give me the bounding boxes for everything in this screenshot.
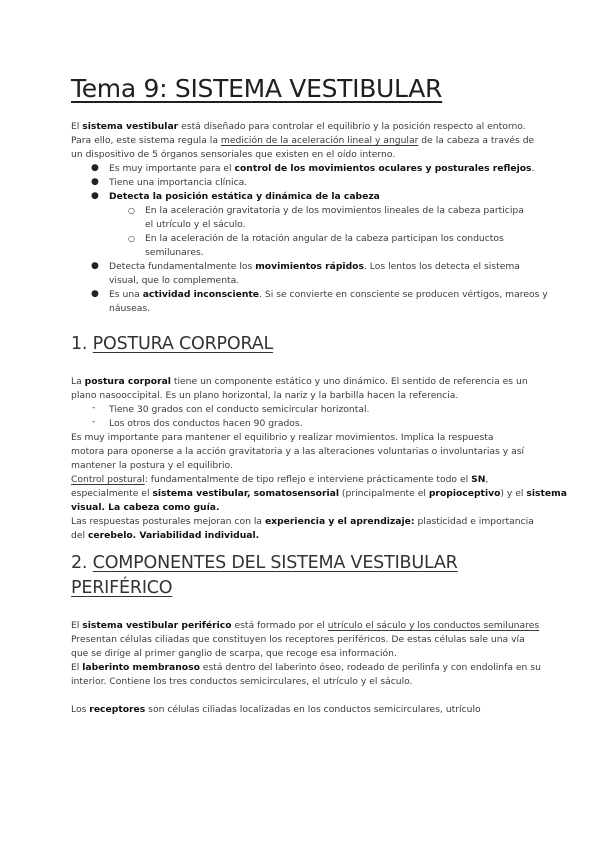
underlined-term: Control postural bbox=[71, 474, 145, 485]
intro-line-2 bbox=[71, 135, 534, 147]
sub-bullet-icon: ○ bbox=[128, 206, 135, 215]
bullet-icon: ● bbox=[91, 261, 99, 271]
s1-p4-line-2 bbox=[71, 530, 259, 542]
bold-term: control de los movimientos oculares y posturales reflejos bbox=[234, 163, 532, 174]
text: . Si se convierte en consciente se producen vértigos, mareos y bbox=[259, 289, 548, 300]
text: La bbox=[71, 376, 85, 387]
s1-dash-1: Tiene 30 grados con el conducto semicircular horizontal. bbox=[109, 404, 370, 415]
text: plasticidad e importancia bbox=[414, 516, 534, 527]
bold-term: actividad inconsciente bbox=[142, 289, 260, 300]
text: son células ciliadas localizadas en los conductos semicirculares, utrículo bbox=[145, 704, 481, 715]
text: tiene un componente estático y uno dinámico. El sentido de referencia es un bbox=[170, 376, 528, 387]
section-2-heading-line-1 bbox=[71, 553, 458, 573]
intro-line-1 bbox=[71, 121, 526, 133]
s1-p2-line-2: motora para oponerse a la acción gravitatoria y a las alteraciones voluntarias o involuntarias y así bbox=[71, 446, 525, 457]
s2-p1-line-3: que se dirige al primer ganglio de scarpa, que recoge esa información. bbox=[71, 648, 397, 659]
underlined-term: utrículo el sáculo y los conductos semilunares bbox=[327, 620, 540, 631]
text: Para ello, este sistema regula la bbox=[71, 135, 221, 146]
bullet-1 bbox=[109, 163, 534, 175]
sub-bullet-2-line-1: En la aceleración de la rotación angular de la cabeza participan los conductos bbox=[145, 233, 504, 244]
s1-p3-line-3: visual. La cabeza como guía. bbox=[71, 502, 220, 513]
bullet-3: Detecta la posición estática y dinámica de la cabeza bbox=[109, 191, 380, 202]
text: está dentro del laberinto óseo, rodeado de perilinfa y con endolinfa en su bbox=[199, 662, 541, 673]
s2-p1-line-1 bbox=[71, 620, 539, 632]
underlined-term: medición de la aceleración lineal y angular bbox=[220, 135, 419, 146]
bold-term: movimientos rápidos bbox=[255, 261, 364, 272]
text: de la cabeza a través de bbox=[418, 135, 535, 146]
s1-p1-line-2: plano nasooccipital. Es un plano horizontal, la nariz y la barbilla hacen la referencia. bbox=[71, 390, 459, 401]
text: , bbox=[485, 474, 489, 485]
s1-dash-2: Los otros dos conductos hacen 90 grados. bbox=[109, 418, 303, 429]
s1-p3-line-1 bbox=[71, 474, 488, 486]
dash-icon: - bbox=[92, 403, 96, 413]
s1-p2-line-3: mantener la postura y el equilibrio. bbox=[71, 460, 233, 471]
text: ) y el bbox=[500, 488, 527, 499]
text: está diseñado para controlar el equilibrio y la posición respecto al entorno. bbox=[178, 121, 526, 132]
text: Los bbox=[71, 704, 90, 715]
bold-term: sistema vestibular periférico bbox=[82, 620, 232, 631]
text: : fundamentalmente de tipo reflejo e interviene prácticamente todo el bbox=[144, 474, 472, 485]
bullet-2: Tiene una importancia clínica. bbox=[109, 177, 248, 188]
bold-term: laberinto membranoso bbox=[82, 662, 200, 673]
section-2-heading-line-2 bbox=[71, 578, 172, 598]
bold-term: sistema vestibular, somatosensorial bbox=[152, 488, 339, 499]
section-number: 1. bbox=[71, 334, 93, 354]
text: Es muy importante para el bbox=[109, 163, 235, 174]
text: Las respuestas posturales mejoran con la bbox=[71, 516, 265, 527]
text: especialmente el bbox=[71, 488, 153, 499]
text: Detecta fundamentalmente los bbox=[109, 261, 256, 272]
sub-bullet-1-line-1: En la aceleración gravitatoria y de los movimientos lineales de la cabeza participa bbox=[145, 205, 524, 216]
bullet-4-line-1 bbox=[109, 261, 520, 273]
text: . bbox=[531, 163, 535, 174]
bullet-4-line-2: visual, que lo complementa. bbox=[109, 275, 240, 286]
bold-term: propioceptivo bbox=[428, 488, 501, 499]
section-number: 2. bbox=[71, 553, 93, 573]
text: (principalmente el bbox=[339, 488, 429, 499]
s2-p2-line-1 bbox=[71, 662, 541, 674]
text: El bbox=[71, 620, 83, 631]
s1-p3-line-2 bbox=[71, 488, 567, 500]
page-title: Tema 9: SISTEMA VESTIBULAR bbox=[71, 74, 443, 103]
bold-term: sistema vestibular bbox=[82, 121, 179, 132]
bullet-icon: ● bbox=[91, 191, 99, 201]
bold-term: postura corporal bbox=[84, 376, 171, 387]
section-title: COMPONENTES DEL SISTEMA VESTIBULAR bbox=[92, 553, 458, 573]
bullet-5-line-1 bbox=[109, 289, 548, 301]
intro-line-3: un dispositivo de 5 órganos sensoriales que existen en el oído interno. bbox=[71, 149, 396, 160]
s2-p2-line-2: interior. Contiene los tres conductos semicirculares, el utrículo y el sáculo. bbox=[71, 676, 413, 687]
sub-bullet-icon: ○ bbox=[128, 234, 135, 243]
section-1-heading bbox=[71, 334, 273, 354]
text: . Los lentos los detecta el sistema bbox=[363, 261, 520, 272]
text: El bbox=[71, 662, 83, 673]
bold-term: cerebelo. Variabilidad individual. bbox=[87, 530, 260, 541]
bullet-icon: ● bbox=[91, 289, 99, 299]
bold-term: experiencia y el aprendizaje: bbox=[264, 516, 415, 527]
bold-term: SN bbox=[471, 474, 486, 485]
bold-term: receptores bbox=[89, 704, 146, 715]
text: del bbox=[71, 530, 88, 541]
dash-icon: - bbox=[92, 417, 96, 427]
s1-p4-line-1 bbox=[71, 516, 534, 528]
text: El bbox=[71, 121, 83, 132]
bullet-5-line-2: náuseas. bbox=[109, 303, 151, 314]
s2-p1-line-2: Presentan células ciliadas que constituyen los receptores periféricos. De estas células sale una vía bbox=[71, 634, 525, 645]
s1-p1-line-1 bbox=[71, 376, 528, 388]
section-title: PERIFÉRICO bbox=[71, 578, 173, 598]
s1-p2-line-1: Es muy importante para mantener el equilibrio y realizar movimientos. Implica la respuesta bbox=[71, 432, 494, 443]
text: está formado por el bbox=[231, 620, 328, 631]
bullet-icon: ● bbox=[91, 177, 99, 187]
sub-bullet-1-line-2: el utrículo y el sáculo. bbox=[145, 219, 246, 230]
s2-p3-line-1 bbox=[71, 704, 481, 716]
bullet-icon: ● bbox=[91, 163, 99, 173]
sub-bullet-2-line-2: semilunares. bbox=[145, 247, 204, 258]
text: Es una bbox=[109, 289, 143, 300]
section-title: POSTURA CORPORAL bbox=[92, 334, 274, 354]
bold-term: sistema bbox=[526, 488, 567, 499]
